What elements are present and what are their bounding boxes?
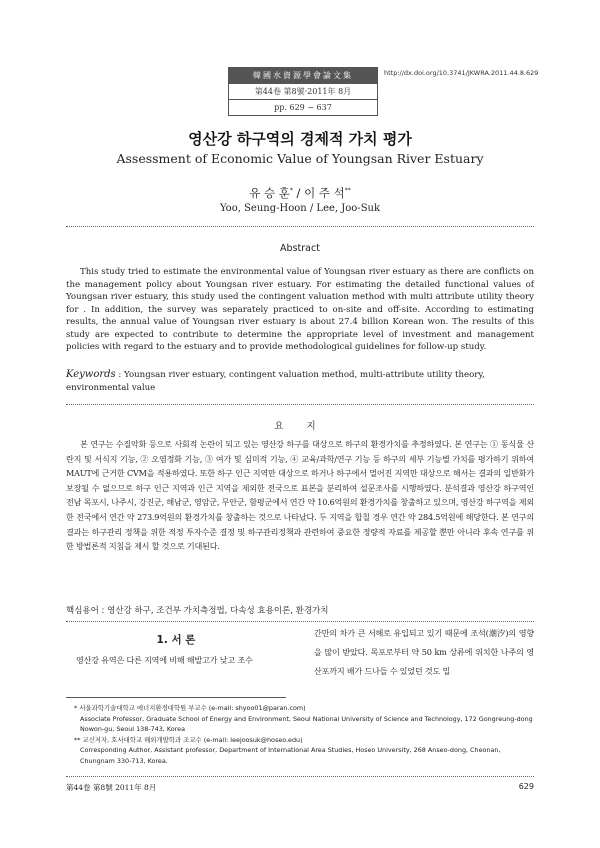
author-separator: / — [292, 186, 305, 200]
journal-volume: 第44卷 第8號·2011年 8月 — [229, 83, 377, 99]
footnote-line: Corresponding Author, Assistant professor, Department of International Area Studies, Hoseo University, 268 Anseo-dong, Cheonan, Chungnam 330-713, Korea. — [80, 746, 501, 765]
divider — [66, 621, 534, 622]
footnote-line: ** 교신저자, 호서대학교 해외개발학과 조교수 (e-mail: leejoosuk@hoseo.edu) — [74, 735, 303, 744]
column-right-text: 간만의 차가 큰 서해로 유입되고 있기 때문에 조석(潮汐)의 영향을 많이 받았다. 목포로부터 약 50 km 상류에 위치한 나주의 영산포까지 배가 드나들 수 있었던 것도 밀 — [314, 628, 534, 676]
divider — [66, 404, 534, 405]
column-left-text: 영산강 유역은 다른 지역에 비해 해발고가 낮고 조수 — [76, 655, 253, 665]
section-heading: 1. 서 론 — [156, 634, 196, 646]
authors-english: Yoo, Seung-Hoon / Lee, Joo-Suk — [219, 203, 381, 214]
journal-header-box — [228, 67, 378, 116]
footnotes — [66, 703, 534, 767]
footer-issue: 第44卷 第8號 2011年 8月 — [66, 783, 157, 792]
keywords-label: Keywords — [66, 369, 116, 380]
doi-link[interactable]: http://dx.doi.org/10.3741/JKWRA.2011.44.8.629 — [384, 69, 539, 77]
summary-heading: 요 지 — [274, 421, 326, 432]
author-2-name: 이 주 석 — [304, 186, 345, 200]
journal-pages: pp. 629 ~ 637 — [229, 99, 377, 115]
keywords-korean: 핵심용어 : 영산강 하구, 조건부 가치측정법, 다속성 효용이론, 환경가치 — [66, 606, 329, 616]
authors-korean — [0, 185, 600, 201]
abstract-body: This study tried to estimate the environmental value of Youngsan river estuary as there are conflicts on the management policy about Youngsan river estuary. For estimating the detailed functional values of Youngsan river estuary, this study used the contingent valuation method with multi attribute utility theory for . In addition, the survey was separately practiced to on-site and off-site. According to estimating results, the annual value of Youngsan river estuary is about 27.4 billion Korean won. The results of this study are expected to contribute to determine the appropriate level of investment and management policies with regard to the estuary and to provide methodological guidelines for follow-up study. — [66, 267, 534, 352]
footnote-line: * 서울과학기술대학교 에너지환경대학원 부교수 (e-mail: shyoo01@paran.com) — [74, 704, 306, 712]
author-2-mark: ** — [344, 187, 351, 195]
page-number: 629 — [518, 782, 534, 791]
summary-body: 본 연구는 수질악화 등으로 사회적 논란이 되고 있는 영산강 하구를 대상으로 하구의 환경가치를 추정하였다. 본 연구는 ① 동식물 산란지 및 서식지 기능, ② 오염정화 기능, ③ 여가 및 심미적 기능, ④ 교육/과학/연구 기능 등 하구의 세부 기능별 가치를 평가하기 위하여 MAUT에 근거한 CVM을 적용하였다. 또한 하구 인근 지역만 대상으로 하거나 하구에서 멀어진 지역만 대상으로 해서는 결과의 일반화가 보장될 수 없으므로 하구 인근 지역과 인근 지역을 제외한 전국으로 표본을 분리하여 설문조사를 시행하였다. 분석결과 영산강 하구역인 전남 목포시, 나주시, 강진군, 해남군, 영암군, 무안군, 함평군에서 연간 약 10.6억원의 환경가치를 창출하고 있으며, 영산강 하구역을 제외한 전국에서 연간 약 273.9억원의 환경가치를 창출하는 것으로 나타났다. 두 지역을 합칠 경우 연간 약 284.5억원에 해당한다. 본 연구의 결과는 하구관리 정책을 위한 적정 투자수준 결정 및 하구관리정책과 관련하여 중요한 정량적 자료를 제공할 뿐만 아니라 후속 연구를 위한 방법론적 지침을 제시 할 것으로 기대된다. — [66, 439, 534, 552]
author-1-name: 유 승 훈 — [249, 186, 290, 200]
journal-name: 韓國水資源學會論文集 — [229, 68, 377, 83]
divider — [66, 226, 534, 227]
title-korean: 영산강 하구역의 경제적 가치 평가 — [188, 130, 412, 148]
footer-rule — [66, 776, 534, 777]
keywords-english — [66, 369, 534, 394]
title-english: Assessment of Economic Value of Youngsan River Estuary — [116, 151, 484, 166]
keywords-list: : Youngsan river estuary, contingent valuation method, multi-attribute utility theory, environmental value — [66, 370, 485, 393]
abstract-heading: Abstract — [280, 243, 320, 254]
footnote-rule — [66, 697, 286, 698]
author-1-mark: * — [289, 187, 293, 195]
footnote-line: Associate Professor, Graduate School of Energy and Environment, Seoul National University of Science and Technology, 172 Gongreung-dong Nowon-gu, Seoul 138-743, Korea — [80, 714, 533, 734]
